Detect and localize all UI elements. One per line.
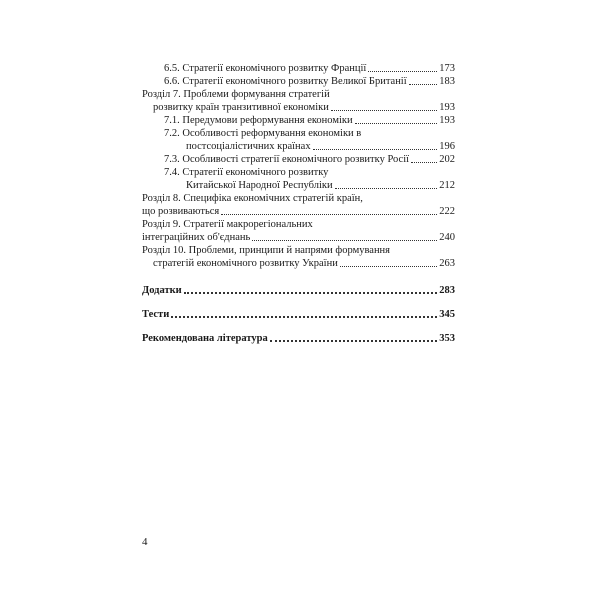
toc-entry-7-3 [142,153,455,166]
dot-leader [270,340,438,342]
dot-leader [409,84,438,85]
toc-entry-title: 6.5. Стратегії економічного розвитку Франції [164,63,367,74]
toc-entry-7-1 [142,114,455,127]
toc-entry-appendix [142,284,455,297]
toc-entry-title-line2: постсоціалістичних країнах [186,141,311,152]
toc-page-number: 202 [439,154,455,165]
toc-entry-chapter-9 [142,218,455,244]
dot-leader [171,316,437,318]
toc-page-number: 222 [439,206,455,217]
toc-entry-title-line2: інтеграційних об'єднань [142,232,251,243]
toc-page-number: 263 [439,258,455,269]
toc-entry-title: 7.3. Особливості стратегії економічного розвитку Росії [164,154,410,165]
toc-entry-7-2 [142,127,455,153]
toc-entry-title-line2: що розвиваються [142,206,220,217]
toc-entry-title-line1: 7.4. Стратегії економічного розвитку [164,167,329,178]
toc-entry-title-line1: Розділ 9. Стратегії макрорегіональних [142,219,313,230]
toc-page-number: 173 [439,63,455,74]
toc-page-number: 212 [439,180,455,191]
toc-entry-title: 6.6. Стратегії економічного розвитку Великої Британії [164,76,407,87]
toc-entry-title: 7.1. Передумови реформування економіки [164,115,353,126]
dot-leader [252,240,437,241]
dot-leader [313,149,438,150]
toc-entry-literature [142,332,455,345]
dot-leader [368,71,437,72]
toc-entry-title: Рекомендована література [142,333,268,344]
dot-leader [335,188,438,189]
dot-leader [331,110,437,111]
dot-leader [340,266,437,267]
page-number-footer: 4 [142,536,148,548]
toc-entry-title-line2: стратегій економічного розвитку України [153,258,338,269]
dot-leader [184,292,438,294]
toc-entry-7-4 [142,166,455,192]
toc-page-number: 240 [439,232,455,243]
toc-entry-title-line2: розвитку країн транзитивної економіки [153,102,329,113]
toc-entry-chapter-8 [142,192,455,218]
dot-leader [411,162,437,163]
toc-entry-title-line2: Китайської Народної Республіки [186,180,333,191]
toc-page-number: 283 [439,285,455,296]
table-of-contents [142,62,455,345]
toc-entry-title: Тести [142,309,170,320]
toc-page-number: 345 [439,309,455,320]
toc-entry-chapter-7 [142,88,455,114]
toc-page-number: 183 [439,76,455,87]
toc-entry-title-line1: 7.2. Особливості реформування економіки в [164,128,362,139]
toc-page-number: 353 [439,333,455,344]
toc-entry-title-line1: Розділ 10. Проблеми, принципи й напрями формування [142,245,391,256]
toc-entry-6-5 [142,62,455,75]
toc-entry-6-6 [142,75,455,88]
dot-leader [221,214,437,215]
toc-page-number: 193 [439,102,455,113]
toc-page-number: 193 [439,115,455,126]
toc-entry-title-line1: Розділ 8. Специфіка економічних стратегій країн, [142,193,363,204]
toc-entry-chapter-10 [142,244,455,270]
dot-leader [355,123,438,124]
toc-entry-title-line1: Розділ 7. Проблеми формування стратегій [142,89,330,100]
toc-entry-tests [142,308,455,321]
toc-page-number: 196 [439,141,455,152]
toc-entry-title: Додатки [142,285,182,296]
